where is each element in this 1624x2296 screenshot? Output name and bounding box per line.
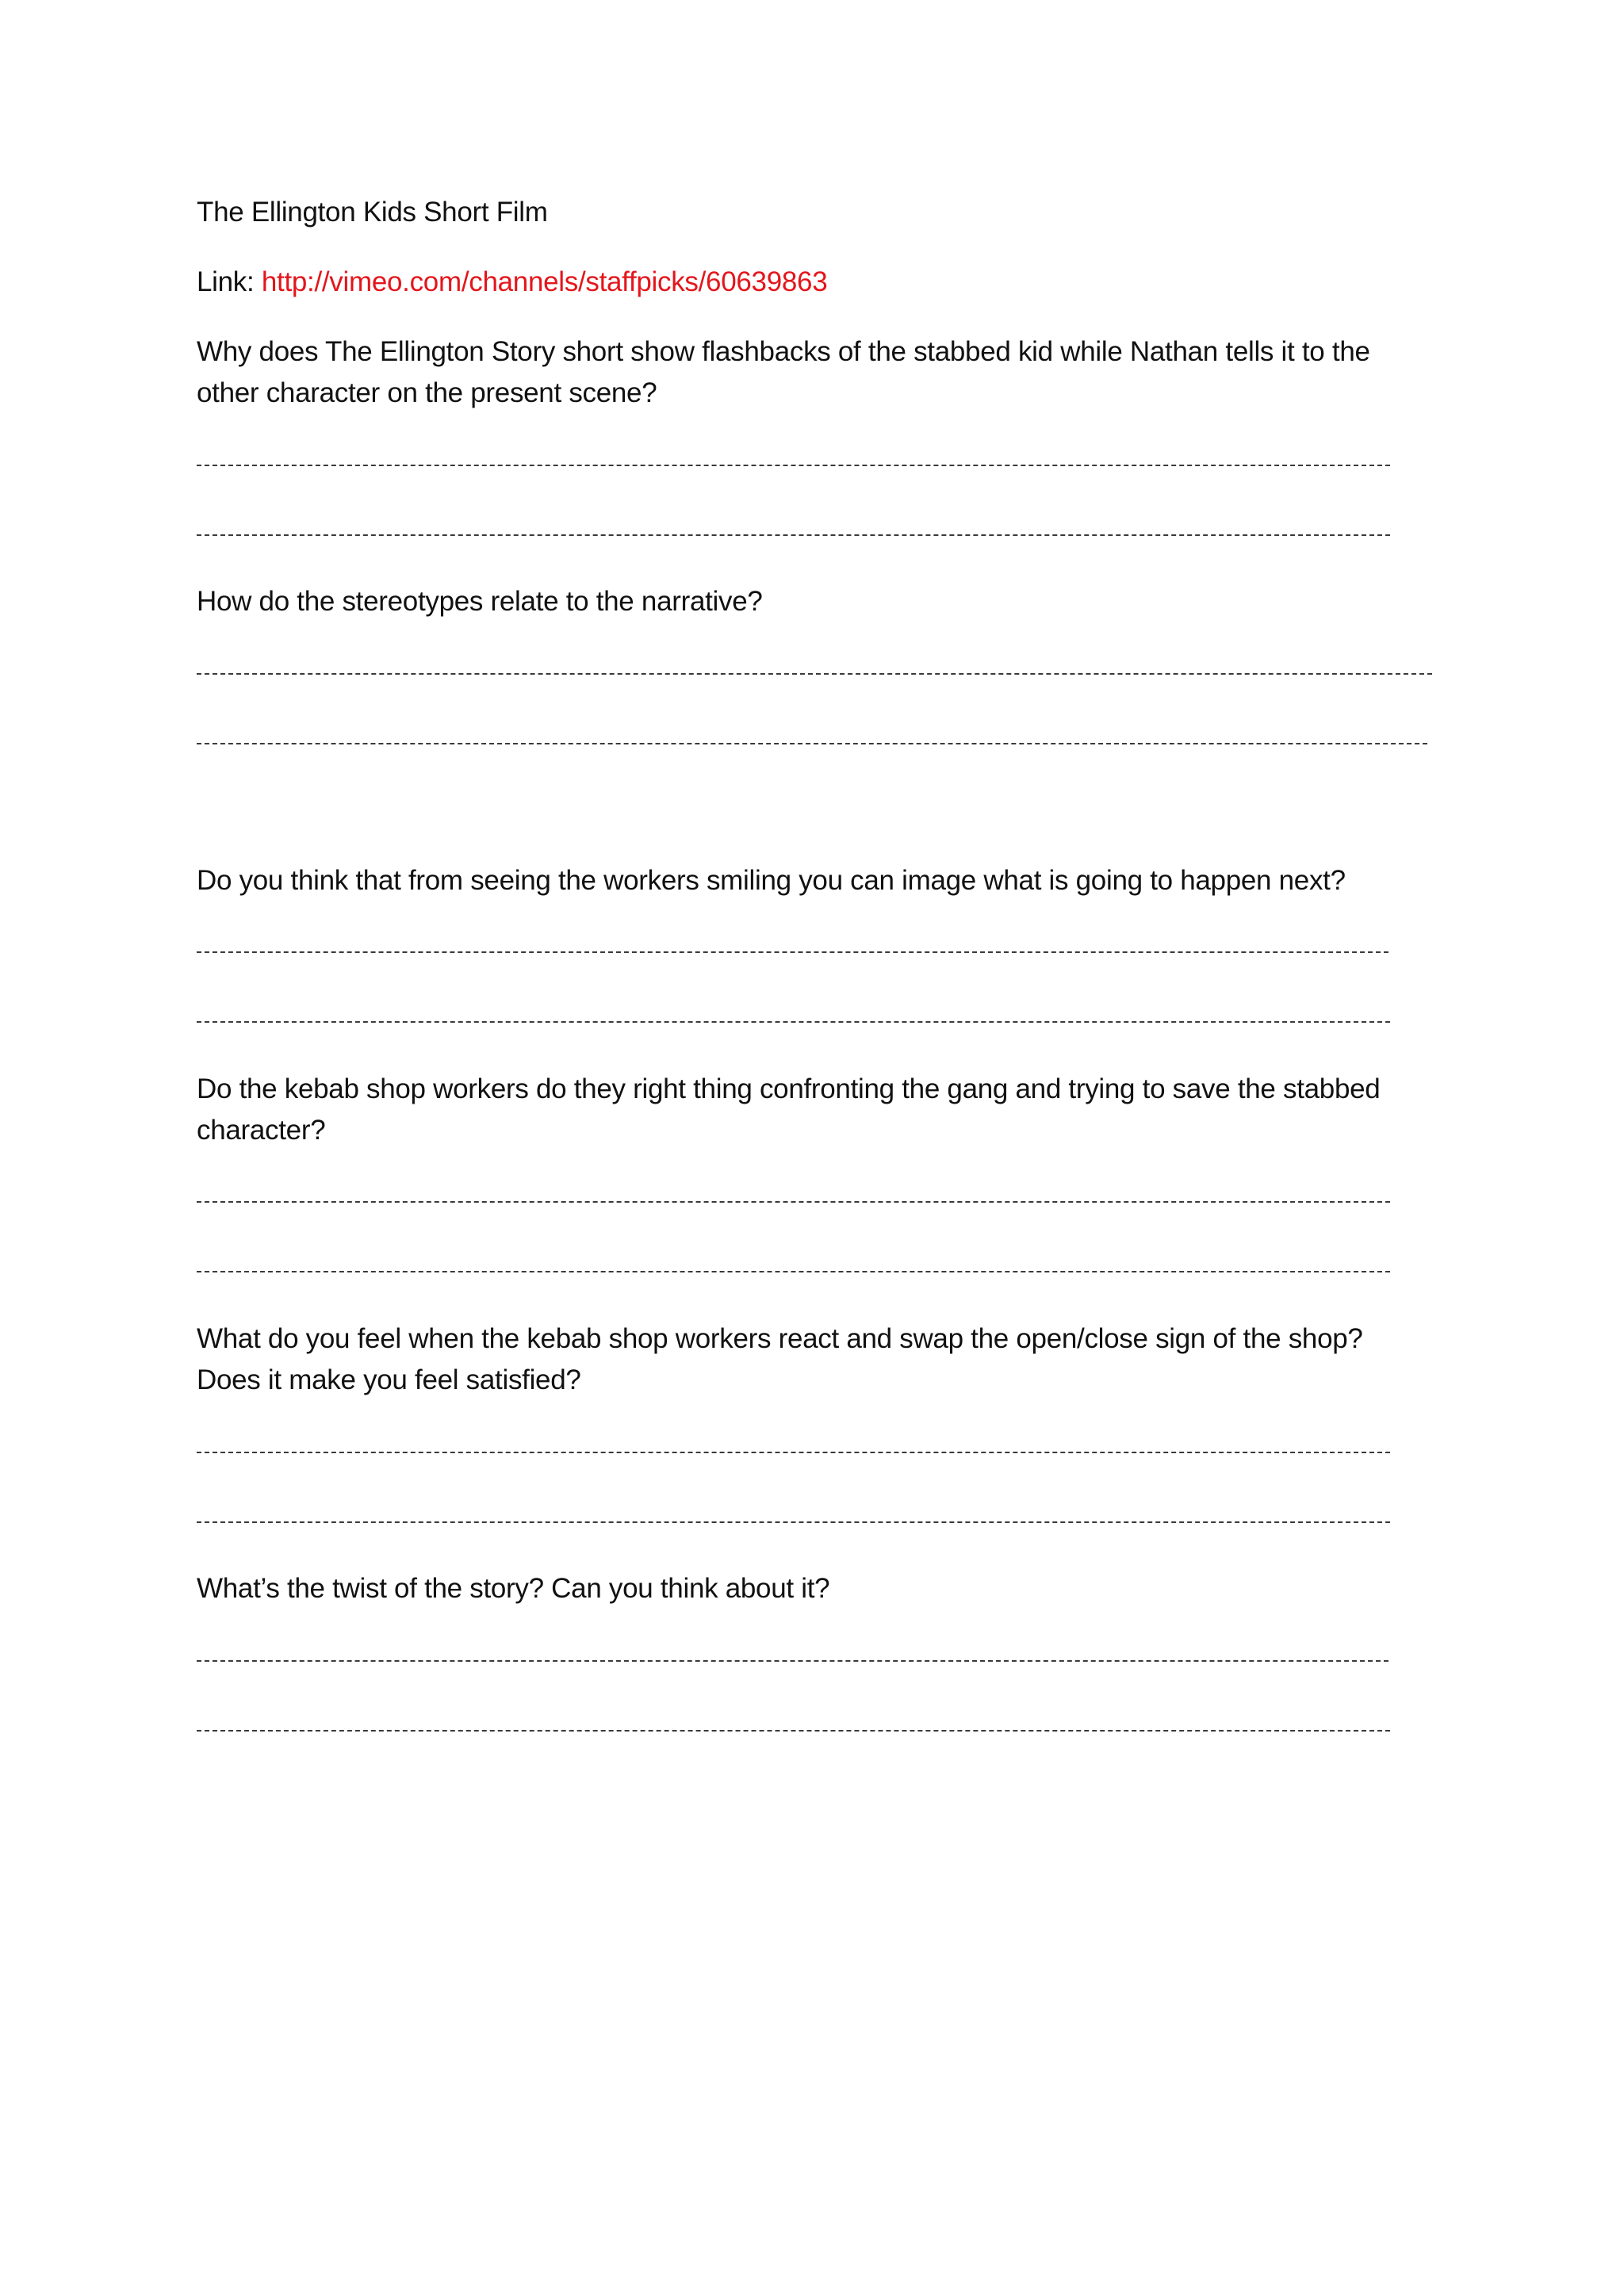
answer-line[interactable] xyxy=(197,951,1388,953)
link-label: Link: xyxy=(197,266,262,297)
link-line xyxy=(197,262,827,303)
question-5-line-2: Does it make you feel satisfied? xyxy=(197,1364,581,1395)
answer-line[interactable] xyxy=(197,1021,1390,1023)
answer-line[interactable] xyxy=(197,1201,1390,1203)
question-6-line-1: What’s the twist of the story? Can you think about it? xyxy=(197,1573,830,1604)
answer-line[interactable] xyxy=(197,1660,1388,1662)
question-3-line-1: Do you think that from seeing the workers smiling you can image what is going to happen next? xyxy=(197,865,1346,896)
answer-line[interactable] xyxy=(197,1271,1390,1272)
answer-line[interactable] xyxy=(197,534,1390,536)
answer-line[interactable] xyxy=(197,1452,1390,1453)
question-4-line-2: character? xyxy=(197,1115,326,1146)
answer-line[interactable] xyxy=(197,673,1432,675)
question-1-line-1: Why does The Ellington Story short show flashbacks of the stabbed kid while Nathan tells it to the xyxy=(197,336,1370,367)
question-2-line-1: How do the stereotypes relate to the narrative? xyxy=(197,586,763,617)
answer-line[interactable] xyxy=(197,1730,1390,1732)
answer-line[interactable] xyxy=(197,1521,1390,1523)
question-1-line-2: other character on the present scene? xyxy=(197,377,657,408)
question-5-line-1: What do you feel when the kebab shop workers react and swap the open/close sign of the shop? xyxy=(197,1323,1363,1354)
vimeo-link[interactable]: http://vimeo.com/channels/staffpicks/60639863 xyxy=(261,266,828,297)
answer-line[interactable] xyxy=(197,743,1427,744)
answer-line[interactable] xyxy=(197,465,1390,466)
document-title: The Ellington Kids Short Film xyxy=(197,197,548,228)
question-4-line-1: Do the kebab shop workers do they right thing confronting the gang and trying to save the stabbed xyxy=(197,1073,1381,1104)
